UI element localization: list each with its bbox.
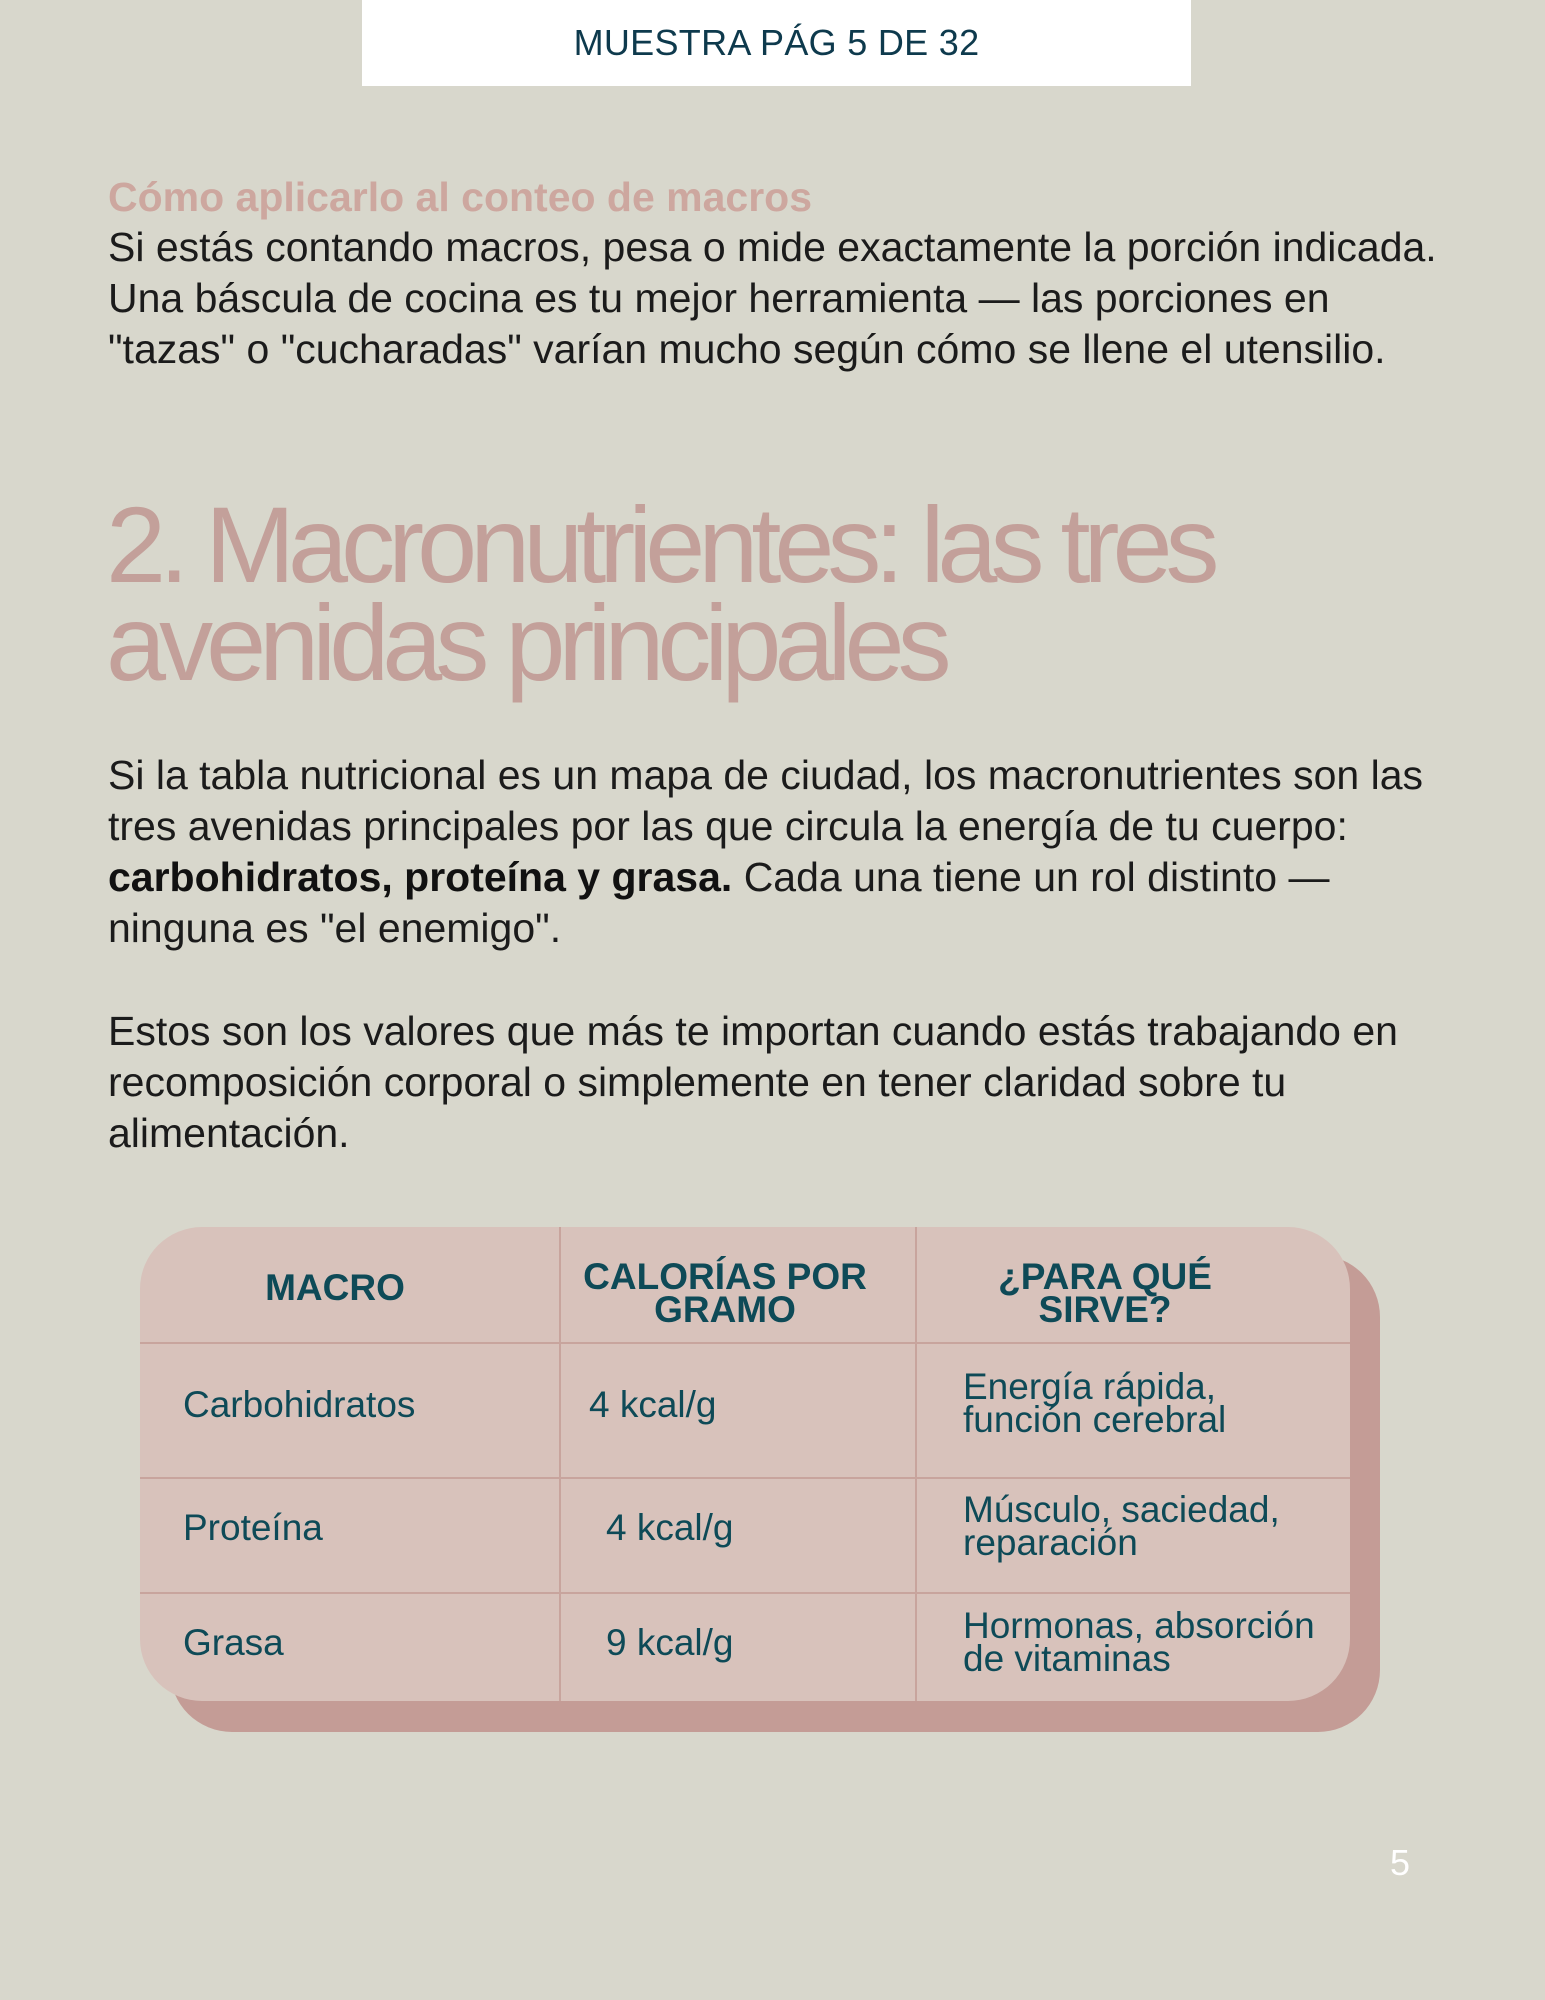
header-calories: CALORÍAS POR GRAMO [583,1256,867,1330]
cell-macro-fat: Grasa [183,1622,284,1663]
intro-text-start: Si la tabla nutricional es un mapa de ciudad, los macronutrientes son las tres avenidas principales por las que circula la energía de tu cuerpo: [108,752,1424,849]
cell-calories-protein: 4 kcal/g [606,1507,734,1548]
cell-macro-carbs: Carbohidratos [183,1384,416,1425]
header-purpose: ¿PARA QUÉ SIRVE? [998,1256,1212,1330]
sample-page-banner: MUESTRA PÁG 5 DE 32 [362,0,1191,86]
section-subheading: Cómo aplicarlo al conteo de macros [108,174,813,220]
chapter-heading: 2. Macronutrientes: las tres avenidas principales [106,484,1213,703]
intro-bold-macros: carbohidratos, proteína y grasa. [108,854,733,900]
macros-table [140,1227,1350,1701]
header-macro: MACRO [265,1267,405,1308]
intro-text-end: Cada una tiene un rol distinto — ninguna es "el enemigo". [108,854,1330,951]
values-paragraph: Estos son los valores que más te importan cuando estás trabajando en recomposición corporal o simplemente en tener claridad sobre tu alimentación. [108,1008,1398,1156]
section-paragraph: Si estás contando macros, pesa o mide exactamente la porción indicada. Una báscula de cocina es tu mejor herramienta — las porciones en "tazas" o "cucharadas" varían mucho según cómo se llene el utensilio. [108,224,1437,372]
cell-purpose-carbs: Energía rápida, función cerebral [963,1366,1227,1440]
cell-macro-protein: Proteína [183,1507,323,1548]
cell-calories-fat: 9 kcal/g [606,1622,734,1663]
row-divider [140,1477,1350,1479]
cell-purpose-fat: Hormonas, absorción de vitaminas [963,1605,1315,1679]
column-divider [559,1227,561,1701]
row-divider [140,1592,1350,1594]
column-divider [915,1227,917,1701]
page-number: 5 [1390,1842,1411,1883]
row-divider [140,1342,1350,1344]
cell-calories-carbs: 4 kcal/g [589,1384,717,1425]
cell-purpose-protein: Músculo, saciedad, reparación [963,1489,1280,1563]
intro-paragraph [108,750,1438,954]
